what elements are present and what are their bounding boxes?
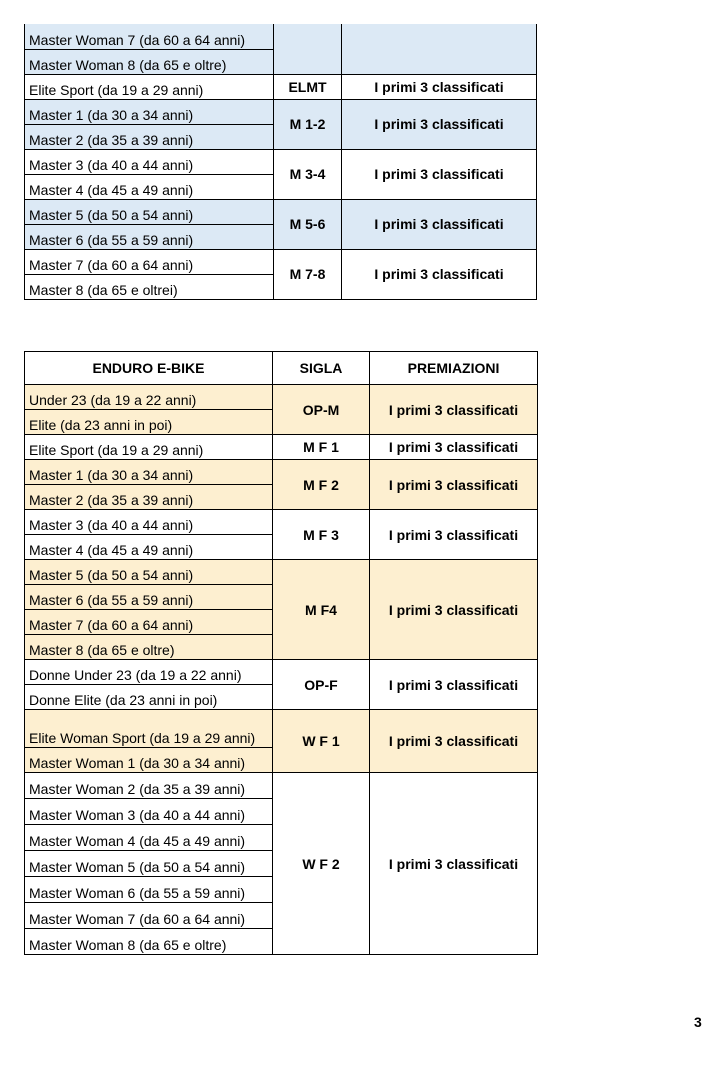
category-cell: Master Woman 6 (da 55 a 59 anni) <box>25 877 273 903</box>
award-cell: I primi 3 classificati <box>342 149 537 199</box>
code-cell: W F 1 <box>273 710 370 773</box>
page-number: 3 <box>694 1014 702 1030</box>
header-award: PREMIAZIONI <box>370 352 538 385</box>
category-cell: Master 1 (da 30 a 34 anni) <box>25 99 274 124</box>
code-cell: M F4 <box>273 560 370 660</box>
category-cell: Master Woman 8 (da 65 e oltre) <box>25 49 274 74</box>
award-cell: I primi 3 classificati <box>370 660 538 710</box>
code-cell: M F 2 <box>273 460 370 510</box>
code-cell: M 3-4 <box>274 149 342 199</box>
table-row <box>25 24 537 49</box>
category-cell: Elite (da 23 anni in poi) <box>25 410 273 435</box>
category-cell: Master 5 (da 50 a 54 anni) <box>25 560 273 585</box>
category-cell: Donne Elite (da 23 anni in poi) <box>25 685 273 710</box>
code-cell: ELMT <box>274 74 342 99</box>
category-cell: Master 7 (da 60 a 64 anni) <box>25 610 273 635</box>
table-row <box>25 460 538 485</box>
category-cell: Master 8 (da 65 e oltre) <box>25 635 273 660</box>
table-header-row <box>25 352 538 385</box>
award-cell: I primi 3 classificati <box>370 560 538 660</box>
award-cell: I primi 3 classificati <box>342 74 537 99</box>
category-cell: Master Woman 7 (da 60 a 64 anni) <box>25 903 273 929</box>
category-cell: Master 1 (da 30 a 34 anni) <box>25 460 273 485</box>
award-cell: I primi 3 classificati <box>342 199 537 249</box>
award-cell: I primi 3 classificati <box>370 510 538 560</box>
category-cell: Master 4 (da 45 a 49 anni) <box>25 535 273 560</box>
category-cell: Under 23 (da 19 a 22 anni) <box>25 385 273 410</box>
category-cell: Elite Sport (da 19 a 29 anni) <box>25 74 274 99</box>
code-cell <box>274 24 342 74</box>
award-cell <box>342 24 537 74</box>
category-cell: Master Woman 3 (da 40 a 44 anni) <box>25 799 273 825</box>
table-row <box>25 560 538 585</box>
award-cell: I primi 3 classificati <box>370 773 538 955</box>
category-cell: Master 5 (da 50 a 54 anni) <box>25 199 274 224</box>
table-row <box>25 74 537 99</box>
table-row <box>25 199 537 224</box>
code-cell: OP-M <box>273 385 370 435</box>
table-row <box>25 249 537 274</box>
table-row <box>25 149 537 174</box>
table-row <box>25 710 538 748</box>
category-cell: Master Woman 2 (da 35 a 39 anni) <box>25 773 273 799</box>
code-cell: M F 3 <box>273 510 370 560</box>
header-category: ENDURO E-BIKE <box>25 352 273 385</box>
category-cell: Master Woman 1 (da 30 a 34 anni) <box>25 748 273 773</box>
award-cell: I primi 3 classificati <box>342 99 537 149</box>
category-cell: Master Woman 4 (da 45 a 49 anni) <box>25 825 273 851</box>
code-cell: M 7-8 <box>274 249 342 299</box>
code-cell: M 5-6 <box>274 199 342 249</box>
category-cell: Master Woman 7 (da 60 a 64 anni) <box>25 24 274 49</box>
category-cell: Master Woman 5 (da 50 a 54 anni) <box>25 851 273 877</box>
category-cell: Master Woman 8 (da 65 e oltre) <box>25 929 273 955</box>
category-cell: Master 8 (da 65 e oltrei) <box>25 274 274 299</box>
award-cell: I primi 3 classificati <box>370 710 538 773</box>
table-row <box>25 660 538 685</box>
award-cell: I primi 3 classificati <box>370 435 538 460</box>
code-cell: W F 2 <box>273 773 370 955</box>
category-cell: Master 3 (da 40 a 44 anni) <box>25 510 273 535</box>
table-row <box>25 435 538 460</box>
code-cell: M 1-2 <box>274 99 342 149</box>
award-cell: I primi 3 classificati <box>370 460 538 510</box>
category-cell: Master 7 (da 60 a 64 anni) <box>25 249 274 274</box>
category-cell: Master 6 (da 55 a 59 anni) <box>25 224 274 249</box>
category-cell: Master 3 (da 40 a 44 anni) <box>25 149 274 174</box>
enduro-ebike-table <box>24 351 538 955</box>
category-cell: Elite Woman Sport (da 19 a 29 anni) <box>25 710 273 748</box>
category-cell: Master 2 (da 35 a 39 anni) <box>25 485 273 510</box>
category-cell: Master 2 (da 35 a 39 anni) <box>25 124 274 149</box>
award-cell: I primi 3 classificati <box>370 385 538 435</box>
code-cell: M F 1 <box>273 435 370 460</box>
category-cell: Donne Under 23 (da 19 a 22 anni) <box>25 660 273 685</box>
award-cell: I primi 3 classificati <box>342 249 537 299</box>
category-cell: Master 6 (da 55 a 59 anni) <box>25 585 273 610</box>
category-table-continued <box>24 24 537 300</box>
category-cell: Elite Sport (da 19 a 29 anni) <box>25 435 273 460</box>
table-row <box>25 773 538 799</box>
category-cell: Master 4 (da 45 a 49 anni) <box>25 174 274 199</box>
table-row <box>25 510 538 535</box>
code-cell: OP-F <box>273 660 370 710</box>
table-row <box>25 385 538 410</box>
table-row <box>25 99 537 124</box>
header-code: SIGLA <box>273 352 370 385</box>
